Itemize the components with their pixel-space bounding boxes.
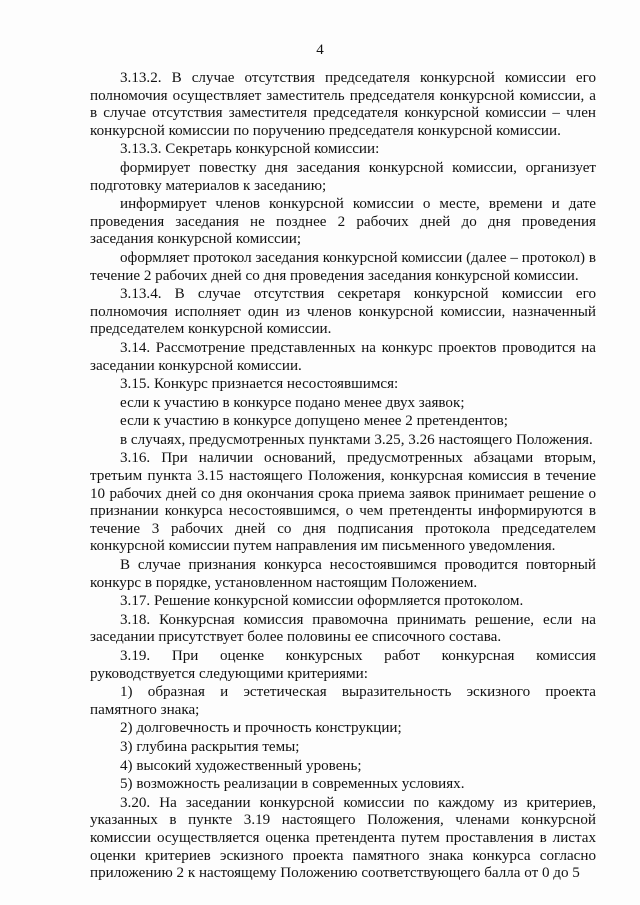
page-number: 4 [316, 42, 324, 58]
paragraph-3-15-case-3: в случаях, предусмотренных пунктами 3.25, 3.26 настоящего Положения. [120, 431, 593, 448]
paragraph-3-16: 3.16. При наличии оснований, предусмотренных абзацами вторым, третьим пункта 3.15 настоящего Положения, конкурсная комиссия в течение 10 рабочих дней со дня окончания срока приема заявок принимает решение о признании конкурса несостоявшимся, о чем претенденты информируются в течение 3 рабочих дней со дня подписания протокола председателем конкурсной комиссии путем направления им письменного уведомления. [90, 450, 596, 555]
paragraph-3-18: 3.18. Конкурсная комиссия правомочна принимать решение, если на заседании присутствует более половины ее списочного состава. [90, 611, 596, 646]
criterion-1: 1) образная и эстетическая выразительность эскизного проекта памятного знака; [90, 684, 596, 718]
paragraph-secretary-inform: информирует членов конкурсной комиссии о месте, времени и дате проведения заседания не позднее 2 рабочих дней до дня проведения заседания конкурсной комиссии; [90, 196, 596, 248]
paragraph-3-17: 3.17. Решение конкурсной комиссии оформляется протоколом. [120, 593, 524, 610]
paragraph-3-15-case-2: если к участию в конкурсе допущено менее 2 претендентов; [120, 413, 508, 430]
criterion-5: 5) возможность реализации в современных условиях. [120, 776, 465, 793]
criterion-4: 4) высокий художественный уровень; [120, 757, 362, 774]
paragraph-secretary-protocol: оформляет протокол заседания конкурсной комиссии (далее – протокол) в течение 2 рабочих дней со дня проведения заседания конкурсной комиссии. [90, 249, 596, 284]
paragraph-3-15: 3.15. Конкурс признается несостоявшимся: [120, 376, 399, 393]
paragraph-3-13-4: 3.13.4. В случае отсутствия секретаря конкурсной комиссии его полномочия исполняет один из членов конкурсной комиссии, назначенный председателем конкурсной комиссии. [90, 286, 596, 338]
paragraph-3-13-2: 3.13.2. В случае отсутствия председателя конкурсной комиссии его полномочия осуществляет заместитель председателя конкурсной комиссии, а в случае отсутствия заместителя председателя конкурсной комиссии – член конкурсной комиссии по поручению председателя конкурсной комиссии. [90, 70, 596, 139]
paragraph-secretary-agenda: формирует повестку дня заседания конкурсной комиссии, организует подготовку материалов к заседанию; [90, 159, 596, 194]
paragraph-3-13-3: 3.13.3. Секретарь конкурсной комиссии: [120, 141, 380, 158]
criterion-2: 2) долговечность и прочность конструкции; [120, 720, 402, 737]
paragraph-3-15-case-1: если к участию в конкурсе подано менее двух заявок; [120, 394, 465, 411]
paragraph-3-14: 3.14. Рассмотрение представленных на конкурс проектов проводится на заседании конкурсной комиссии. [90, 339, 596, 374]
document-body [90, 70, 596, 883]
paragraph-repeat-contest: В случае признания конкурса несостоявшимся проводится повторный конкурс в порядке, установленном настоящим Положением. [90, 557, 596, 591]
paragraph-3-19: 3.19. При оценке конкурсных работ конкурсная комиссия руководствуется следующими критериями: [90, 648, 596, 682]
criterion-3: 3) глубина раскрытия темы; [120, 738, 300, 755]
paragraph-3-20: 3.20. На заседании конкурсной комиссии по каждому из критериев, указанных в пункте 3.19 настоящего Положения, членами конкурсной комиссии осуществляется оценка претендента путем проставления в листах оценки критериев эскизного проекта памятного знака конкурса согласно приложению 2 к настоящему Положению соответствующего балла от 0 до 5 [90, 794, 596, 882]
